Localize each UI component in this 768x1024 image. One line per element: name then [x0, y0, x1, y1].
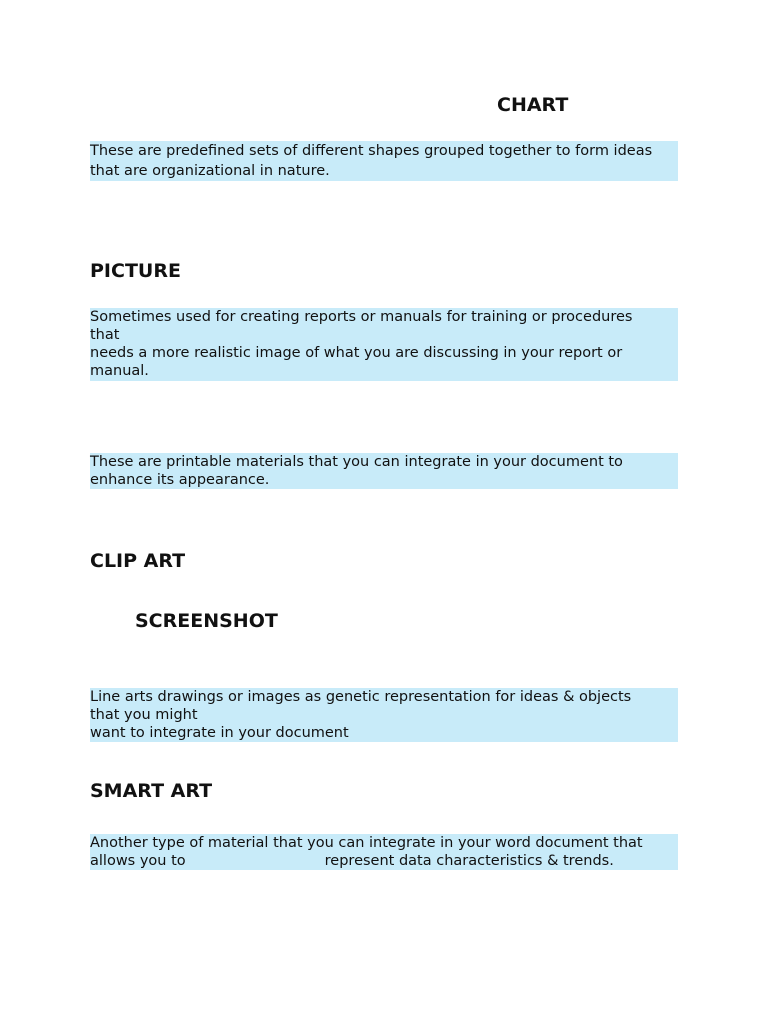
clip-art-heading: CLIP ART [90, 550, 186, 572]
paragraph-line [90, 852, 678, 870]
paragraph-line: Another type of material that you can integrate in your word document that [90, 835, 643, 851]
picture-heading: PICTURE [90, 260, 181, 282]
printable-paragraph [90, 453, 678, 489]
realistic-image-paragraph [90, 308, 678, 381]
chart-heading: CHART [497, 94, 569, 116]
paragraph-line: Line arts drawings or images as genetic representation for ideas & objects [90, 689, 632, 705]
data-trends-paragraph [90, 834, 678, 870]
paragraph-line: that [90, 327, 120, 343]
paragraph-line: These are predefined sets of different shapes grouped together to form ideas [90, 143, 653, 159]
paragraph-line: that you might [90, 707, 198, 723]
paragraph-line: want to integrate in your document [90, 725, 349, 741]
paragraph-line-start: allows you to [90, 853, 186, 869]
paragraph-line: that are organizational in nature. [90, 163, 330, 179]
paragraph-line: manual. [90, 363, 149, 379]
paragraph-line: These are printable materials that you can integrate in your document to [90, 454, 623, 470]
shapes-paragraph [90, 141, 678, 181]
screenshot-heading: SCREENSHOT [135, 610, 278, 632]
paragraph-line: enhance its appearance. [90, 472, 270, 488]
paragraph-line: needs a more realistic image of what you are discussing in your report or [90, 345, 623, 361]
smart-art-heading: SMART ART [90, 780, 213, 802]
paragraph-line-end: represent data characteristics & trends. [324, 853, 614, 869]
paragraph-line: Sometimes used for creating reports or manuals for training or procedures [90, 309, 633, 325]
line-arts-paragraph [90, 688, 678, 742]
